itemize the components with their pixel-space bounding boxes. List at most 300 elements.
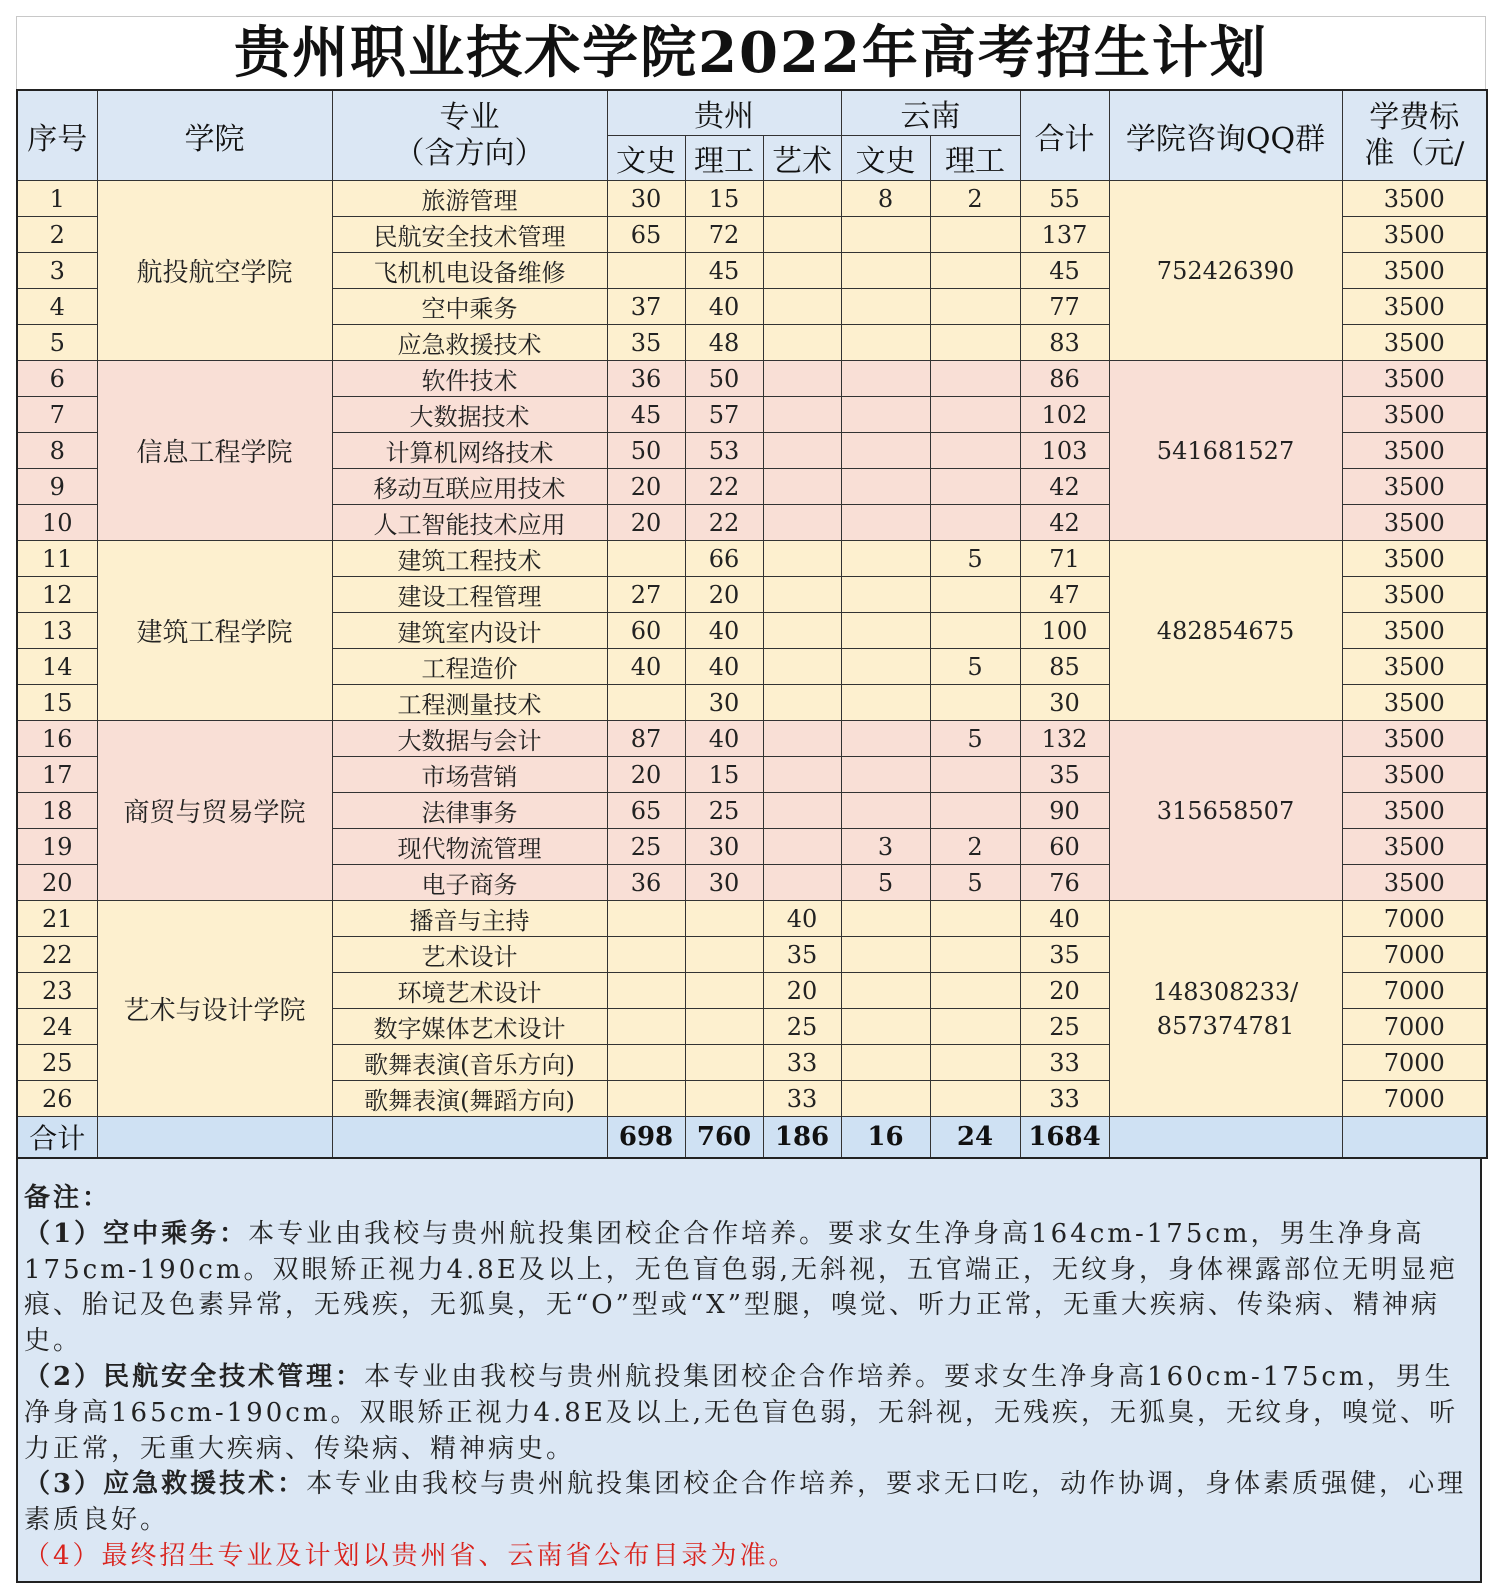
cell-total: 100: [1020, 613, 1109, 649]
cell-major: 法律事务: [332, 793, 607, 829]
cell-yn-ligong: [930, 973, 1020, 1009]
cell-fee: 7000: [1342, 973, 1487, 1009]
cell-major: 播音与主持: [332, 901, 607, 937]
cell-seq: 23: [17, 973, 97, 1009]
cell-gz-yishu: [763, 649, 841, 685]
cell-fee: 3500: [1342, 181, 1487, 217]
header-yn-wenshi: 文史: [841, 136, 930, 181]
cell-yn-ligong: 2: [930, 181, 1020, 217]
cell-gz-ligong: 66: [685, 541, 763, 577]
cell-yn-ligong: [930, 469, 1020, 505]
cell-gz-ligong: 22: [685, 469, 763, 505]
cell-yn-wenshi: [841, 541, 930, 577]
cell-seq: 9: [17, 469, 97, 505]
cell-total: 86: [1020, 361, 1109, 397]
cell-yn-ligong: [930, 253, 1020, 289]
cell-gz-ligong: 20: [685, 577, 763, 613]
cell-yn-ligong: [930, 1081, 1020, 1117]
cell-gz-ligong: 48: [685, 325, 763, 361]
cell-gz-ligong: 40: [685, 721, 763, 757]
cell-gz-yishu: 20: [763, 973, 841, 1009]
header-fee-line1: 学费标: [1369, 99, 1460, 135]
cell-yn-ligong: [930, 613, 1020, 649]
cell-seq: 1: [17, 181, 97, 217]
cell-yn-wenshi: [841, 253, 930, 289]
cell-seq: 17: [17, 757, 97, 793]
cell-fee: 3500: [1342, 829, 1487, 865]
cell-qq-group[interactable]: [1109, 181, 1342, 361]
cell-gz-ligong: 30: [685, 685, 763, 721]
cell-yn-ligong: [930, 217, 1020, 253]
cell-gz-yishu: [763, 721, 841, 757]
cell-total: 33: [1020, 1045, 1109, 1081]
cell-total: 20: [1020, 973, 1109, 1009]
cell-major: 大数据技术: [332, 397, 607, 433]
cell-gz-wenshi: 27: [607, 577, 685, 613]
cell-yn-ligong: [930, 361, 1020, 397]
page-title: 贵州职业技术学院2022年高考招生计划: [16, 16, 1486, 89]
cell-seq: 10: [17, 505, 97, 541]
cell-total: 55: [1020, 181, 1109, 217]
note-3-body: 本专业由我校与贵州航投集团校企合作培养，要求无口吃，动作协调，身体素质强健，心理素质良好。: [24, 1469, 1467, 1536]
cell-total: 42: [1020, 505, 1109, 541]
cell-seq: 5: [17, 325, 97, 361]
cell-fee: 3500: [1342, 865, 1487, 901]
cell-yn-wenshi: [841, 793, 930, 829]
cell-gz-ligong: [685, 973, 763, 1009]
cell-gz-yishu: [763, 325, 841, 361]
cell-total: 90: [1020, 793, 1109, 829]
cell-major: 电子商务: [332, 865, 607, 901]
cell-major: 工程造价: [332, 649, 607, 685]
cell-gz-wenshi: 36: [607, 361, 685, 397]
note-3: [24, 1467, 1476, 1539]
cell-gz-yishu: [763, 181, 841, 217]
cell-fee: 3500: [1342, 433, 1487, 469]
cell-gz-yishu: 33: [763, 1081, 841, 1117]
cell-gz-yishu: [763, 433, 841, 469]
cell-fee: 7000: [1342, 1081, 1487, 1117]
cell-fee: 7000: [1342, 901, 1487, 937]
cell-fee: 3500: [1342, 613, 1487, 649]
cell-yn-wenshi: 8: [841, 181, 930, 217]
cell-seq: 15: [17, 685, 97, 721]
cell-major: 现代物流管理: [332, 829, 607, 865]
cell-gz-ligong: 30: [685, 829, 763, 865]
cell-total: 30: [1020, 685, 1109, 721]
cell-yn-wenshi: [841, 505, 930, 541]
cell-fee: 3500: [1342, 649, 1487, 685]
cell-yn-wenshi: [841, 613, 930, 649]
cell-gz-yishu: 33: [763, 1045, 841, 1081]
cell-total: 77: [1020, 289, 1109, 325]
cell-gz-wenshi: 35: [607, 325, 685, 361]
cell-total: 35: [1020, 757, 1109, 793]
cell-gz-ligong: 45: [685, 253, 763, 289]
cell-fee: 3500: [1342, 757, 1487, 793]
cell-yn-ligong: [930, 685, 1020, 721]
cell-total: 103: [1020, 433, 1109, 469]
cell-college: 航投航空学院: [97, 181, 332, 361]
qq-number[interactable]: 752426390: [1156, 256, 1295, 285]
cell-gz-ligong: 57: [685, 397, 763, 433]
cell-seq: 18: [17, 793, 97, 829]
cell-yn-wenshi: [841, 577, 930, 613]
cell-gz-ligong: 72: [685, 217, 763, 253]
cell-total: 132: [1020, 721, 1109, 757]
cell-seq: 19: [17, 829, 97, 865]
note-1-body: 本专业由我校与贵州航投集团校企合作培养。要求女生净身高164cm-175cm，男生净身高175cm-190cm。双眼矫正视力4.8E及以上，无色盲色弱,无斜视，五官端正，无纹身，身体裸露部位无明显疤痕、胎记及色素异常，无残疾，无狐臭，无“O”型或“X”型腿，嗅觉、听力正常，无重大疾病、传染病、精神病史。: [24, 1218, 1459, 1357]
qq-number[interactable]: 482854675: [1156, 616, 1295, 645]
cell-gz-ligong: 40: [685, 613, 763, 649]
cell-major: 人工智能技术应用: [332, 505, 607, 541]
cell-gz-wenshi: [607, 1009, 685, 1045]
cell-gz-wenshi: 20: [607, 757, 685, 793]
header-seq: 序号: [17, 90, 97, 181]
cell-yn-ligong: 5: [930, 721, 1020, 757]
cell-gz-ligong: 40: [685, 289, 763, 325]
cell-fee: 3500: [1342, 289, 1487, 325]
header-major-line1: 专业: [439, 99, 500, 135]
cell-college: 商贸与贸易学院: [97, 721, 332, 901]
table-row: [17, 181, 1487, 217]
cell-yn-wenshi: 3: [841, 829, 930, 865]
cell-qq-group[interactable]: [1109, 361, 1342, 541]
cell-seq: 22: [17, 937, 97, 973]
header-fee: [1342, 90, 1487, 181]
cell-major: 艺术设计: [332, 937, 607, 973]
note-3-head: 应急救援技术：: [103, 1469, 307, 1500]
note-2-prefix: （2）: [24, 1361, 104, 1392]
cell-gz-yishu: [763, 505, 841, 541]
cell-yn-ligong: 5: [930, 865, 1020, 901]
cell-yn-wenshi: [841, 721, 930, 757]
cell-gz-wenshi: 65: [607, 217, 685, 253]
cell-major: 移动互联应用技术: [332, 469, 607, 505]
cell-seq: 20: [17, 865, 97, 901]
totals-yn-wenshi: 16: [841, 1117, 930, 1159]
totals-gz-ligong: 760: [685, 1117, 763, 1159]
cell-total: 47: [1020, 577, 1109, 613]
cell-yn-wenshi: 5: [841, 865, 930, 901]
header-yunnan: 云南: [841, 90, 1020, 136]
cell-fee: 3500: [1342, 505, 1487, 541]
notes-section: [16, 1159, 1482, 1583]
table-body: [17, 181, 1487, 1117]
cell-fee: 3500: [1342, 253, 1487, 289]
cell-yn-wenshi: [841, 469, 930, 505]
cell-gz-wenshi: 36: [607, 865, 685, 901]
qq-number[interactable]: 857374781: [1156, 1011, 1295, 1040]
cell-major: 计算机网络技术: [332, 433, 607, 469]
cell-yn-wenshi: [841, 433, 930, 469]
cell-gz-wenshi: 20: [607, 469, 685, 505]
header-major: [332, 90, 607, 181]
cell-gz-yishu: [763, 685, 841, 721]
cell-fee: 3500: [1342, 541, 1487, 577]
cell-major: 建筑室内设计: [332, 613, 607, 649]
cell-gz-wenshi: 87: [607, 721, 685, 757]
enrollment-table: [16, 89, 1488, 1159]
cell-gz-ligong: 22: [685, 505, 763, 541]
cell-yn-ligong: [930, 397, 1020, 433]
cell-fee: 7000: [1342, 1045, 1487, 1081]
note-2: [24, 1360, 1476, 1467]
cell-gz-yishu: [763, 793, 841, 829]
cell-total: 71: [1020, 541, 1109, 577]
cell-qq-group[interactable]: [1109, 721, 1342, 901]
header-major-line2: （含方向）: [394, 135, 545, 171]
cell-gz-wenshi: 20: [607, 505, 685, 541]
cell-gz-wenshi: 25: [607, 829, 685, 865]
cell-yn-ligong: 5: [930, 541, 1020, 577]
cell-major: 建筑工程技术: [332, 541, 607, 577]
cell-major: 环境艺术设计: [332, 973, 607, 1009]
cell-gz-wenshi: 30: [607, 181, 685, 217]
cell-yn-wenshi: [841, 1045, 930, 1081]
cell-gz-ligong: [685, 1081, 763, 1117]
cell-yn-wenshi: [841, 325, 930, 361]
cell-seq: 4: [17, 289, 97, 325]
table-row: [17, 541, 1487, 577]
cell-yn-wenshi: [841, 1081, 930, 1117]
cell-yn-ligong: [930, 793, 1020, 829]
cell-total: 85: [1020, 649, 1109, 685]
cell-gz-wenshi: 60: [607, 613, 685, 649]
cell-college: 艺术与设计学院: [97, 901, 332, 1117]
cell-gz-ligong: 53: [685, 433, 763, 469]
cell-total: 33: [1020, 1081, 1109, 1117]
cell-fee: 3500: [1342, 469, 1487, 505]
cell-yn-ligong: [930, 1009, 1020, 1045]
cell-yn-wenshi: [841, 361, 930, 397]
cell-seq: 24: [17, 1009, 97, 1045]
totals-empty-fee: [1342, 1117, 1487, 1159]
totals-gz-wenshi: 698: [607, 1117, 685, 1159]
cell-major: 数字媒体艺术设计: [332, 1009, 607, 1045]
cell-fee: 3500: [1342, 685, 1487, 721]
cell-gz-ligong: 25: [685, 793, 763, 829]
header-total: 合计: [1020, 90, 1109, 181]
qq-number[interactable]: 315658507: [1156, 796, 1295, 825]
cell-yn-wenshi: [841, 757, 930, 793]
cell-gz-wenshi: [607, 1081, 685, 1117]
cell-qq-group[interactable]: [1109, 901, 1342, 1117]
cell-total: 42: [1020, 469, 1109, 505]
cell-yn-wenshi: [841, 397, 930, 433]
cell-gz-yishu: [763, 469, 841, 505]
cell-major: 歌舞表演(音乐方向): [332, 1045, 607, 1081]
cell-major: 应急救援技术: [332, 325, 607, 361]
cell-gz-yishu: [763, 361, 841, 397]
header-yn-ligong: 理工: [930, 136, 1020, 181]
cell-total: 76: [1020, 865, 1109, 901]
cell-seq: 26: [17, 1081, 97, 1117]
cell-seq: 6: [17, 361, 97, 397]
cell-gz-wenshi: [607, 973, 685, 1009]
notes-title: 备注：: [24, 1183, 112, 1213]
cell-yn-ligong: 2: [930, 829, 1020, 865]
note-2-head: 民航安全技术管理：: [103, 1361, 365, 1392]
cell-gz-yishu: [763, 541, 841, 577]
cell-gz-wenshi: [607, 901, 685, 937]
cell-seq: 16: [17, 721, 97, 757]
totals-empty-major: [332, 1117, 607, 1159]
cell-gz-ligong: 15: [685, 181, 763, 217]
cell-yn-ligong: [930, 757, 1020, 793]
cell-gz-wenshi: [607, 685, 685, 721]
cell-seq: 7: [17, 397, 97, 433]
cell-gz-yishu: [763, 865, 841, 901]
cell-gz-yishu: [763, 397, 841, 433]
cell-fee: 3500: [1342, 361, 1487, 397]
cell-major: 软件技术: [332, 361, 607, 397]
cell-total: 83: [1020, 325, 1109, 361]
totals-yn-ligong: 24: [930, 1117, 1020, 1159]
header-gz-yishu: 艺术: [763, 136, 841, 181]
cell-major: 飞机机电设备维修: [332, 253, 607, 289]
cell-gz-ligong: [685, 937, 763, 973]
cell-gz-wenshi: [607, 937, 685, 973]
cell-fee: 3500: [1342, 397, 1487, 433]
cell-yn-ligong: 5: [930, 649, 1020, 685]
cell-seq: 11: [17, 541, 97, 577]
cell-gz-wenshi: [607, 541, 685, 577]
cell-gz-wenshi: 37: [607, 289, 685, 325]
cell-total: 45: [1020, 253, 1109, 289]
cell-seq: 8: [17, 433, 97, 469]
table-row: [17, 901, 1487, 937]
cell-seq: 3: [17, 253, 97, 289]
cell-gz-wenshi: [607, 253, 685, 289]
cell-gz-yishu: [763, 253, 841, 289]
note-2-body: 本专业由我校与贵州航投集团校企合作培养。要求女生净身高160cm-175cm，男生净身高165cm-190cm。双眼矫正视力4.8E及以上,无色盲色弱，无斜视，无残疾，无狐臭，无纹身，嗅觉、听力正常，无重大疾病、传染病、精神病史。: [24, 1361, 1459, 1464]
cell-gz-ligong: 15: [685, 757, 763, 793]
cell-qq-group[interactable]: [1109, 541, 1342, 721]
totals-row: [17, 1117, 1487, 1159]
header-guizhou: 贵州: [607, 90, 841, 136]
cell-major: 市场营销: [332, 757, 607, 793]
cell-yn-ligong: [930, 433, 1020, 469]
cell-yn-ligong: [930, 577, 1020, 613]
totals-total: 1684: [1020, 1117, 1109, 1159]
cell-total: 35: [1020, 937, 1109, 973]
header-gz-wenshi: 文史: [607, 136, 685, 181]
cell-major: 民航安全技术管理: [332, 217, 607, 253]
cell-yn-ligong: [930, 901, 1020, 937]
cell-yn-wenshi: [841, 649, 930, 685]
cell-gz-wenshi: [607, 1045, 685, 1081]
cell-fee: 3500: [1342, 721, 1487, 757]
cell-yn-wenshi: [841, 289, 930, 325]
header-qq: 学院咨询QQ群: [1109, 90, 1342, 181]
cell-major: 空中乘务: [332, 289, 607, 325]
cell-seq: 12: [17, 577, 97, 613]
cell-major: 工程测量技术: [332, 685, 607, 721]
cell-gz-wenshi: 65: [607, 793, 685, 829]
cell-fee: 3500: [1342, 577, 1487, 613]
cell-yn-ligong: [930, 289, 1020, 325]
cell-gz-ligong: 40: [685, 649, 763, 685]
cell-gz-wenshi: 50: [607, 433, 685, 469]
cell-yn-wenshi: [841, 685, 930, 721]
cell-yn-ligong: [930, 1045, 1020, 1081]
cell-gz-yishu: [763, 289, 841, 325]
qq-number[interactable]: 541681527: [1156, 436, 1295, 465]
totals-label: 合计: [17, 1117, 97, 1159]
note-4: （4）最终招生专业及计划以贵州省、云南省公布目录为准。: [24, 1540, 798, 1571]
note-1-prefix: （1）: [24, 1218, 104, 1249]
cell-yn-wenshi: [841, 1009, 930, 1045]
cell-gz-ligong: [685, 901, 763, 937]
cell-gz-yishu: 35: [763, 937, 841, 973]
cell-gz-ligong: [685, 1045, 763, 1081]
note-1: [24, 1217, 1476, 1360]
cell-major: 歌舞表演(舞蹈方向): [332, 1081, 607, 1117]
cell-yn-ligong: [930, 325, 1020, 361]
table-row: [17, 721, 1487, 757]
cell-college: 建筑工程学院: [97, 541, 332, 721]
cell-gz-ligong: 30: [685, 865, 763, 901]
header-college: 学院: [97, 90, 332, 181]
cell-gz-wenshi: 40: [607, 649, 685, 685]
cell-yn-wenshi: [841, 901, 930, 937]
cell-fee: 3500: [1342, 325, 1487, 361]
cell-gz-yishu: [763, 217, 841, 253]
totals-empty-qq: [1109, 1117, 1342, 1159]
cell-total: 137: [1020, 217, 1109, 253]
cell-gz-yishu: [763, 613, 841, 649]
cell-total: 40: [1020, 901, 1109, 937]
cell-seq: 13: [17, 613, 97, 649]
cell-gz-wenshi: 45: [607, 397, 685, 433]
cell-fee: 7000: [1342, 1009, 1487, 1045]
cell-seq: 25: [17, 1045, 97, 1081]
cell-total: 25: [1020, 1009, 1109, 1045]
cell-total: 102: [1020, 397, 1109, 433]
cell-gz-yishu: 25: [763, 1009, 841, 1045]
note-3-prefix: （3）: [24, 1469, 104, 1500]
cell-gz-ligong: 50: [685, 361, 763, 397]
cell-gz-ligong: [685, 1009, 763, 1045]
cell-seq: 14: [17, 649, 97, 685]
cell-gz-yishu: [763, 829, 841, 865]
cell-gz-yishu: [763, 577, 841, 613]
cell-yn-ligong: [930, 505, 1020, 541]
cell-major: 大数据与会计: [332, 721, 607, 757]
cell-yn-wenshi: [841, 973, 930, 1009]
cell-college: 信息工程学院: [97, 361, 332, 541]
qq-number[interactable]: 148308233/: [1152, 977, 1299, 1006]
cell-fee: 7000: [1342, 937, 1487, 973]
cell-seq: 21: [17, 901, 97, 937]
header-fee-line2: 准（元/: [1364, 135, 1465, 171]
cell-yn-wenshi: [841, 217, 930, 253]
cell-major: 旅游管理: [332, 181, 607, 217]
totals-gz-yishu: 186: [763, 1117, 841, 1159]
enrollment-plan-sheet: [16, 16, 1486, 1583]
cell-yn-ligong: [930, 937, 1020, 973]
cell-fee: 3500: [1342, 793, 1487, 829]
cell-total: 60: [1020, 829, 1109, 865]
table-row: [17, 361, 1487, 397]
totals-empty-college: [97, 1117, 332, 1159]
header-gz-ligong: 理工: [685, 136, 763, 181]
cell-gz-yishu: 40: [763, 901, 841, 937]
cell-gz-yishu: [763, 757, 841, 793]
cell-seq: 2: [17, 217, 97, 253]
cell-fee: 3500: [1342, 217, 1487, 253]
